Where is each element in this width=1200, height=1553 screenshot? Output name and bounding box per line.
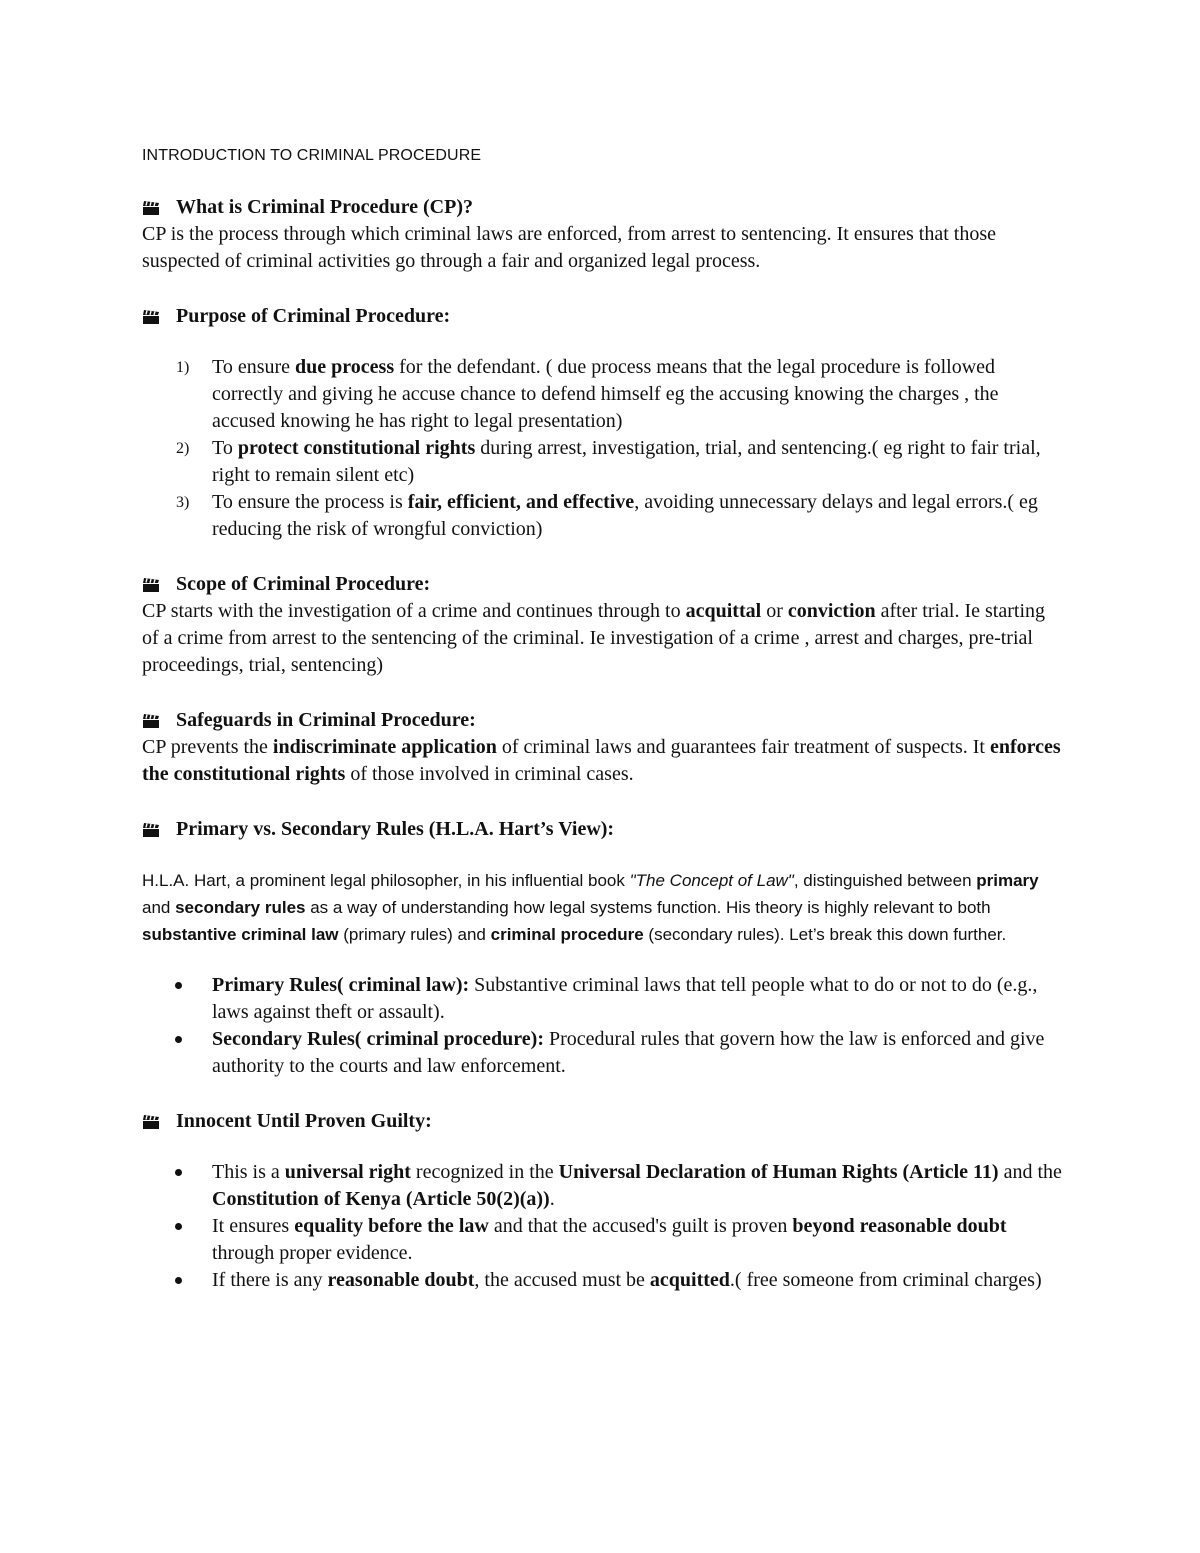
- bold-text: criminal procedure: [490, 925, 644, 944]
- text: and the: [998, 1161, 1062, 1183]
- list-marker: 3): [176, 494, 190, 511]
- bold-text: conviction: [787, 600, 876, 622]
- heading-scope: [142, 571, 1062, 598]
- list-item: [142, 1159, 1062, 1213]
- paragraph-safeguards: [142, 734, 1062, 788]
- text: after trial. Ie starting of a crime from arrest to the sentencing of the criminal. Ie investigation of a crime , arrest and charges, pre-trial proceedings, trial, sentencing): [142, 600, 1046, 676]
- bold-text: Secondary Rules( criminal procedure):: [212, 1028, 545, 1050]
- list-text: To: [212, 437, 238, 459]
- text: as a way of understanding how legal systems function. His theory is highly relevant to both: [305, 898, 991, 917]
- text: CP prevents the: [142, 736, 273, 758]
- italic-text: "The Concept of Law": [629, 871, 794, 890]
- heading-hart: [142, 816, 1062, 843]
- heading-text: Scope of Criminal Procedure:: [176, 573, 431, 595]
- bold-text: acquittal: [685, 600, 762, 622]
- text: Substantive criminal laws that tell people what to do or not to do (e.g., laws against theft or assault).: [212, 974, 1038, 1023]
- bold-text: equality before the law: [294, 1215, 489, 1237]
- text: of those involved in criminal cases.: [345, 763, 634, 785]
- list-item: [142, 1267, 1062, 1294]
- bold-text: enforces the constitutional rights: [142, 736, 1061, 785]
- list-item: [142, 1213, 1062, 1267]
- text: , distinguished between: [793, 871, 977, 890]
- bold-text: Universal Declaration of Human Rights (Article 11): [558, 1161, 999, 1183]
- clapperboard-icon: [142, 713, 160, 729]
- bold-text: secondary rules: [175, 898, 306, 917]
- text: and that the accused's guilt is proven: [488, 1215, 793, 1237]
- text: Procedural rules that govern how the law is enforced and give authority to the courts and law enforcement.: [212, 1028, 1045, 1077]
- bullet-icon: [175, 1277, 182, 1284]
- hart-bullet-list: [142, 972, 1062, 1080]
- bold-text: acquitted: [649, 1269, 730, 1291]
- text: (primary rules) and: [338, 925, 491, 944]
- clapperboard-icon: [142, 822, 160, 838]
- bold-text: primary: [976, 871, 1039, 890]
- bullet-icon: [175, 1223, 182, 1230]
- bold-text: reasonable doubt: [327, 1269, 475, 1291]
- heading-text: Primary vs. Secondary Rules (H.L.A. Hart’s View):: [176, 818, 615, 840]
- clapperboard-icon: [142, 577, 160, 593]
- list-item: [142, 489, 1062, 543]
- bullet-icon: [175, 1036, 182, 1043]
- purpose-list: [142, 354, 1062, 543]
- clapperboard-icon: [142, 1114, 160, 1130]
- text: through proper evidence.: [212, 1242, 413, 1264]
- list-text: for the defendant. ( due process means that the legal procedure is followed correctly and giving he accuse chance to defend himself eg the accusing knowing the charges , the accused knowing he has right to legal presentation): [212, 356, 999, 432]
- list-item: [142, 1026, 1062, 1080]
- list-text: To ensure: [212, 356, 296, 378]
- paragraph-what-is-cp: CP is the process through which criminal laws are enforced, from arrest to sentencing. It ensures that those suspected of criminal activities go through a fair and organized legal process.: [142, 223, 997, 272]
- list-bold-text: fair, efficient, and effective: [407, 491, 635, 513]
- list-bold-text: protect constitutional rights: [237, 437, 476, 459]
- bold-text: indiscriminate application: [272, 736, 497, 758]
- heading-text: Innocent Until Proven Guilty:: [176, 1110, 432, 1132]
- clapperboard-icon: [142, 309, 160, 325]
- bold-text: beyond reasonable doubt: [792, 1215, 1007, 1237]
- list-item: [142, 972, 1062, 1026]
- heading-text: What is Criminal Procedure (CP)?: [176, 196, 474, 218]
- list-text: , avoiding unnecessary delays and legal errors.( eg reducing the risk of wrongful conviction): [212, 491, 1038, 540]
- text: (secondary rules). Let’s break this down further.: [643, 925, 1007, 944]
- heading-purpose: [142, 303, 1062, 330]
- list-item: [142, 354, 1062, 435]
- list-marker: 1): [176, 359, 190, 376]
- heading-innocent: [142, 1108, 1062, 1135]
- bold-text: Constitution of Kenya (Article 50(2)(a)): [212, 1188, 550, 1210]
- text: or: [761, 600, 788, 622]
- text: , the accused must be: [474, 1269, 650, 1291]
- heading-text: Safeguards in Criminal Procedure:: [176, 709, 476, 731]
- innocent-bullet-list: [142, 1159, 1062, 1294]
- text: and: [142, 898, 176, 917]
- list-bold-text: due process: [295, 356, 395, 378]
- bold-text: Primary Rules( criminal law):: [212, 974, 470, 996]
- bold-text: substantive criminal law: [142, 925, 339, 944]
- list-marker: 2): [176, 440, 190, 457]
- list-text: To ensure the process is: [212, 491, 408, 513]
- text: .: [549, 1188, 555, 1210]
- text: of criminal laws and guarantees fair treatment of suspects. It: [496, 736, 990, 758]
- paragraph-hart: [142, 867, 1062, 948]
- list-item: [142, 435, 1062, 489]
- bold-text: universal right: [284, 1161, 411, 1183]
- document-page: [142, 146, 1062, 1294]
- heading-safeguards: [142, 707, 1062, 734]
- bullet-icon: [175, 982, 182, 989]
- list-text: during arrest, investigation, trial, and sentencing.( eg right to fair trial, right to remain silent etc): [212, 437, 1041, 486]
- heading-what-is-cp: [142, 194, 1062, 221]
- text: If there is any: [212, 1269, 328, 1291]
- text: CP starts with the investigation of a crime and continues through to: [142, 600, 686, 622]
- document-title: INTRODUCTION TO CRIMINAL PROCEDURE: [142, 147, 482, 164]
- heading-text: Purpose of Criminal Procedure:: [176, 305, 451, 327]
- text: This is a: [212, 1161, 285, 1183]
- paragraph-scope: [142, 598, 1062, 679]
- text: recognized in the: [410, 1161, 559, 1183]
- bullet-icon: [175, 1169, 182, 1176]
- clapperboard-icon: [142, 200, 160, 216]
- text: .( free someone from criminal charges): [729, 1269, 1042, 1291]
- text: It ensures: [212, 1215, 295, 1237]
- text: H.L.A. Hart, a prominent legal philosopher, in his influential book: [142, 871, 630, 890]
